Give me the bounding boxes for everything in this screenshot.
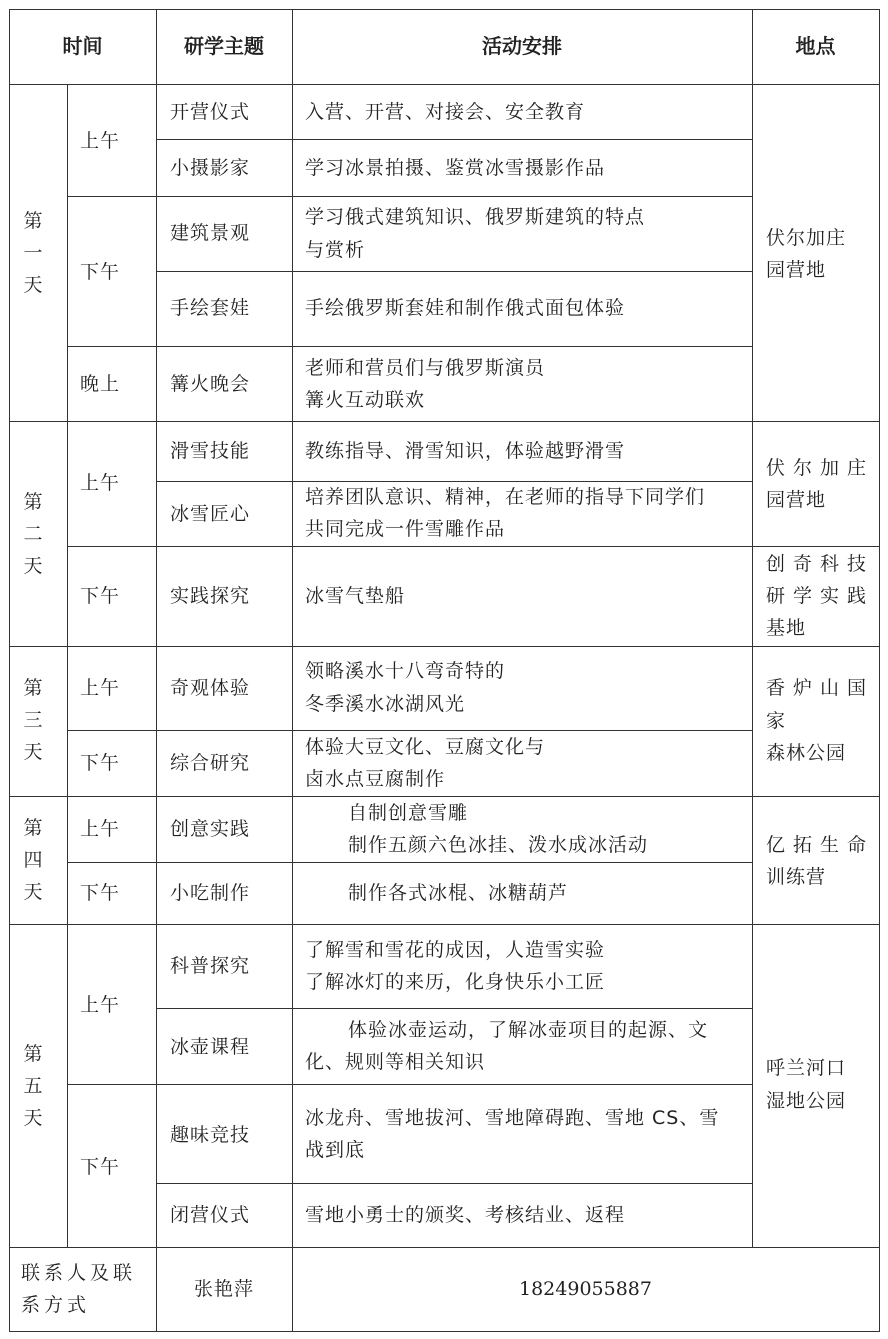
activity-cell: 自制创意雪雕 (348, 802, 469, 824)
theme-cell: 手绘套娃 (170, 297, 251, 319)
activity-cell: 冰雪气垫船 (305, 585, 406, 607)
header-location: 地点 (795, 34, 836, 58)
period-label: 下午 (80, 261, 121, 283)
activity-cell: 学习冰景拍摄、鉴赏冰雪摄影作品 (305, 157, 606, 179)
activity-cell: 雪地小勇士的颁奖、考核结业、返程 (305, 1204, 626, 1226)
activity-cell: 篝火互动联欢 (305, 389, 426, 411)
theme-cell: 冰雪匠心 (170, 503, 251, 525)
period-label: 下午 (80, 585, 121, 607)
period-label: 晚上 (80, 373, 121, 395)
activity-cell: 学习俄式建筑知识、俄罗斯建筑的特点 (305, 206, 646, 228)
period-label: 上午 (80, 677, 121, 699)
activity-cell: 战到底 (305, 1139, 366, 1161)
location-cell: 园营地 (766, 259, 827, 281)
location-cell: 研学实践 (766, 585, 875, 607)
col-divider-theme (156, 9, 157, 1332)
activity-cell: 冬季溪水冰湖风光 (305, 693, 466, 715)
row-separator (156, 1008, 753, 1009)
activity-cell: 体验大豆文化、豆腐文化与 (305, 736, 546, 758)
header-separator (9, 84, 880, 85)
location-cell: 呼兰河口 (766, 1057, 847, 1079)
location-cell: 香炉山国 (766, 677, 875, 699)
location-cell: 伏尔加庄 (766, 227, 847, 249)
period-separator (67, 346, 753, 347)
activity-cell: 培养团队意识、精神，在老师的指导下同学们 (305, 486, 706, 508)
location-cell: 亿拓生命 (766, 834, 875, 856)
theme-cell: 综合研究 (170, 752, 251, 774)
activity-cell: 制作各式冰棍、冰糖葫芦 (348, 882, 569, 904)
row-separator (156, 271, 753, 272)
contact-label: 系方式 (21, 1294, 91, 1316)
activity-cell: 共同完成一件雪雕作品 (305, 518, 506, 540)
header-theme: 研学主题 (184, 34, 264, 58)
day-label: 第 五 天 (23, 1043, 43, 1129)
day-separator (9, 646, 880, 647)
location-cell: 森林公园 (766, 742, 847, 764)
activity-cell: 教练指导、滑雪知识，体验越野滑雪 (305, 440, 626, 462)
row-separator (156, 139, 753, 140)
theme-cell: 小摄影家 (170, 157, 251, 179)
contact-phone: 18249055887 (519, 1278, 652, 1300)
table-border-left (9, 9, 10, 1332)
activity-cell: 与赏析 (305, 239, 366, 261)
activity-cell: 体验冰壶运动，了解冰壶项目的起源、文 (348, 1019, 709, 1041)
period-label: 上午 (80, 994, 121, 1016)
location-cell: 伏尔加庄 (766, 457, 875, 479)
theme-cell: 建筑景观 (170, 222, 251, 244)
col-divider-period (67, 84, 68, 1247)
period-label: 下午 (80, 752, 121, 774)
col-divider-activity (292, 9, 293, 1332)
theme-cell: 创意实践 (170, 818, 251, 840)
activity-cell: 手绘俄罗斯套娃和制作俄式面包体验 (305, 297, 626, 319)
period-separator (67, 862, 753, 863)
activity-cell: 卤水点豆腐制作 (305, 768, 446, 790)
day-label: 第 三 天 (23, 677, 43, 763)
period-separator (67, 1084, 753, 1085)
day-separator (9, 924, 880, 925)
theme-cell: 闭营仪式 (170, 1204, 251, 1226)
period-label: 上午 (80, 472, 121, 494)
theme-cell: 趣味竞技 (170, 1124, 251, 1146)
contact-name: 张艳萍 (193, 1278, 254, 1300)
theme-cell: 滑雪技能 (170, 440, 251, 462)
col-divider-location (752, 9, 753, 1247)
period-label: 下午 (80, 882, 121, 904)
theme-cell: 科普探究 (170, 955, 251, 977)
table-border-bottom (9, 1331, 880, 1332)
location-cell: 家 (766, 710, 787, 732)
theme-cell: 奇观体验 (170, 677, 251, 699)
period-label: 上午 (80, 130, 121, 152)
day-label: 第 一 天 (23, 210, 43, 296)
period-label: 上午 (80, 818, 121, 840)
activity-cell: 化、规则等相关知识 (305, 1051, 486, 1073)
location-cell: 创奇科技 (766, 553, 875, 575)
table-border-right (879, 9, 880, 1332)
activity-cell: 了解冰灯的来历，化身快乐小工匠 (305, 971, 606, 993)
day-label: 第 四 天 (23, 817, 43, 903)
theme-cell: 小吃制作 (170, 882, 251, 904)
activity-cell: 了解雪和雪花的成因，人造雪实验 (305, 939, 606, 961)
day-separator (9, 421, 880, 422)
contact-label: 联系人及联 (21, 1262, 137, 1284)
location-cell: 训练营 (766, 866, 827, 888)
activity-cell: 制作五颜六色冰挂、泼水成冰活动 (348, 834, 649, 856)
theme-cell: 篝火晚会 (170, 373, 251, 395)
period-separator (67, 196, 753, 197)
table-border-top (9, 9, 880, 10)
theme-cell: 冰壶课程 (170, 1036, 251, 1058)
period-label: 下午 (80, 1156, 121, 1178)
row-separator (156, 1183, 753, 1184)
theme-cell: 实践探究 (170, 585, 251, 607)
location-cell: 基地 (766, 617, 807, 639)
activity-cell: 老师和营员们与俄罗斯演员 (305, 357, 546, 379)
header-time: 时间 (62, 34, 103, 58)
contact-separator (9, 1247, 880, 1248)
period-separator (67, 546, 880, 547)
day-label: 第 二 天 (23, 491, 43, 577)
activity-cell: 领略溪水十八弯奇特的 (305, 660, 506, 682)
location-cell: 湿地公园 (766, 1090, 847, 1112)
theme-cell: 开营仪式 (170, 101, 251, 123)
header-activity: 活动安排 (482, 34, 562, 58)
activity-cell: 冰龙舟、雪地拔河、雪地障碍跑、雪地 CS、雪 (305, 1107, 720, 1129)
activity-cell: 入营、开营、对接会、安全教育 (305, 101, 586, 123)
location-cell: 园营地 (766, 489, 827, 511)
